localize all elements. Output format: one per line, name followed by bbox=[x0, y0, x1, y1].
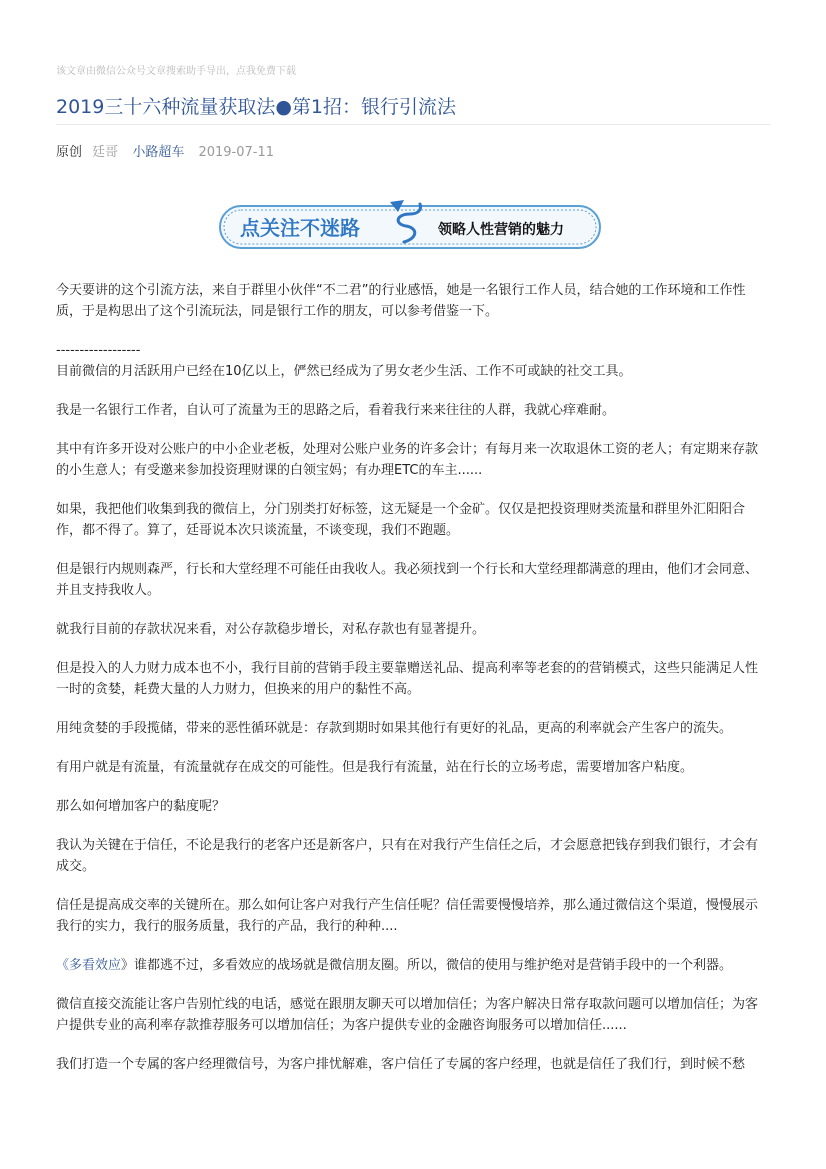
separator-line: ------------------ bbox=[56, 343, 141, 358]
article-meta bbox=[56, 141, 274, 160]
publish-date: 2019-07-11 bbox=[198, 145, 275, 160]
paragraph: 我们打造一个专属的客户经理微信号，为客户排忧解难，客户信任了专属的客户经理，也就是信任了我们行，到时候不愁 bbox=[56, 1057, 746, 1072]
paragraph: 就我行目前的存款状况来看，对公存款稳步增长，对私存款也有显著提升。 bbox=[56, 622, 486, 637]
original-tag: 原创 bbox=[56, 145, 83, 160]
paragraph-text: 》谁都逃不过，多看效应的战场就是微信朋友圈。所以，微信的使用与维护绝对是营销手段中的一个利器。 bbox=[121, 958, 733, 973]
title-divider bbox=[56, 124, 770, 125]
paragraph: 信任是提高成交率的关键所在。那么如何让客户对我行产生信任呢？信任需要慢慢培养，那么通过微信这个渠道，慢慢展示我行的实力，我行的服务质量，我行的产品，我行的种种.... bbox=[56, 898, 759, 934]
banner-right-text: 领略人性营销的魅力 bbox=[438, 222, 564, 238]
paragraph: 其中有许多开设对公账户的中小企业老板，处理对公账户业务的许多会计；有每月来一次取退休工资的老人；有定期来存款的小生意人；有受邀来参加投资理财课的白领宝妈；有办理ETC的车主...... bbox=[56, 442, 759, 478]
paragraph: 有用户就是有流量，有流量就存在成交的可能性。但是我行有流量，站在行长的立场考虑，需要增加客户粘度。 bbox=[56, 760, 694, 775]
paragraph: 我是一名银行工作者，自认可了流量为王的思路之后，看着我行来来往往的人群，我就心痒难耐。 bbox=[56, 403, 616, 418]
account-link[interactable]: 小路超车 bbox=[132, 145, 185, 160]
paragraph: 今天要讲的这个引流方法，来自于群里小伙伴“不二君”的行业感悟，她是一名银行工作人员，结合她的工作环境和工作性质，于是构思出了这个引流玩法，同是银行工作的朋友，可以参考借鉴一下。 bbox=[56, 283, 746, 319]
paragraph: 但是银行内规则森严，行长和大堂经理不可能任由我收人。我必须找到一个行长和大堂经理都满意的理由，他们才会同意、并且支持我收人。 bbox=[56, 562, 759, 598]
paragraph: 但是投入的人力财力成本也不小，我行目前的营销手段主要靠赠送礼品、提高利率等老套的的营销模式，这些只能满足人性一时的贪婪，耗费大量的人力财力，但换来的用户的黏性不高。 bbox=[56, 661, 759, 697]
export-notice-link[interactable]: 该文章由微信公众号文章搜索助手导出，点我免费下载 bbox=[56, 66, 296, 77]
paragraph-with-link bbox=[56, 955, 768, 976]
banner-left-text: 点关注不迷路 bbox=[240, 216, 360, 240]
paragraph: 我认为关键在于信任，不论是我行的老客户还是新客户，只有在对我行产生信任之后，才会愿意把钱存到我们银行，才会有成交。 bbox=[56, 838, 759, 874]
paragraph: 微信直接交流能让客户告别忙线的电话，感觉在跟朋友聊天可以增加信任；为客户解决日常存取款问题可以增加信任；为客户提供专业的高利率存款推荐服务可以增加信任；为客户提供专业的金融咨询服务可以增加信任...... bbox=[56, 997, 759, 1033]
paragraph: 那么如何增加客户的黏度呢？ bbox=[56, 799, 226, 814]
follow-banner bbox=[218, 200, 602, 250]
follow-banner-graphic bbox=[218, 200, 602, 250]
mere-exposure-link[interactable]: 《多看效应 bbox=[56, 958, 122, 973]
paragraph: 目前微信的月活跃用户已经在10亿以上，俨然已经成为了男女老少生活、工作不可或缺的社交工具。 bbox=[56, 364, 632, 379]
author-name: 廷哥 bbox=[92, 145, 119, 160]
paragraph: 用纯贪婪的手段揽储，带来的恶性循环就是：存款到期时如果其他行有更好的礼品，更高的利率就会产生客户的流失。 bbox=[56, 721, 733, 736]
article-body bbox=[56, 280, 768, 1093]
article-title: 2019三十六种流量获取法●第1招：银行引流法 bbox=[56, 96, 457, 118]
paragraph: 如果，我把他们收集到我的微信上，分门别类打好标签，这无疑是一个金矿。仅仅是把投资理财类流量和群里外汇阳阳合作，都不得了。算了，廷哥说本次只谈流量，不谈变现，我们不跑题。 bbox=[56, 502, 746, 538]
